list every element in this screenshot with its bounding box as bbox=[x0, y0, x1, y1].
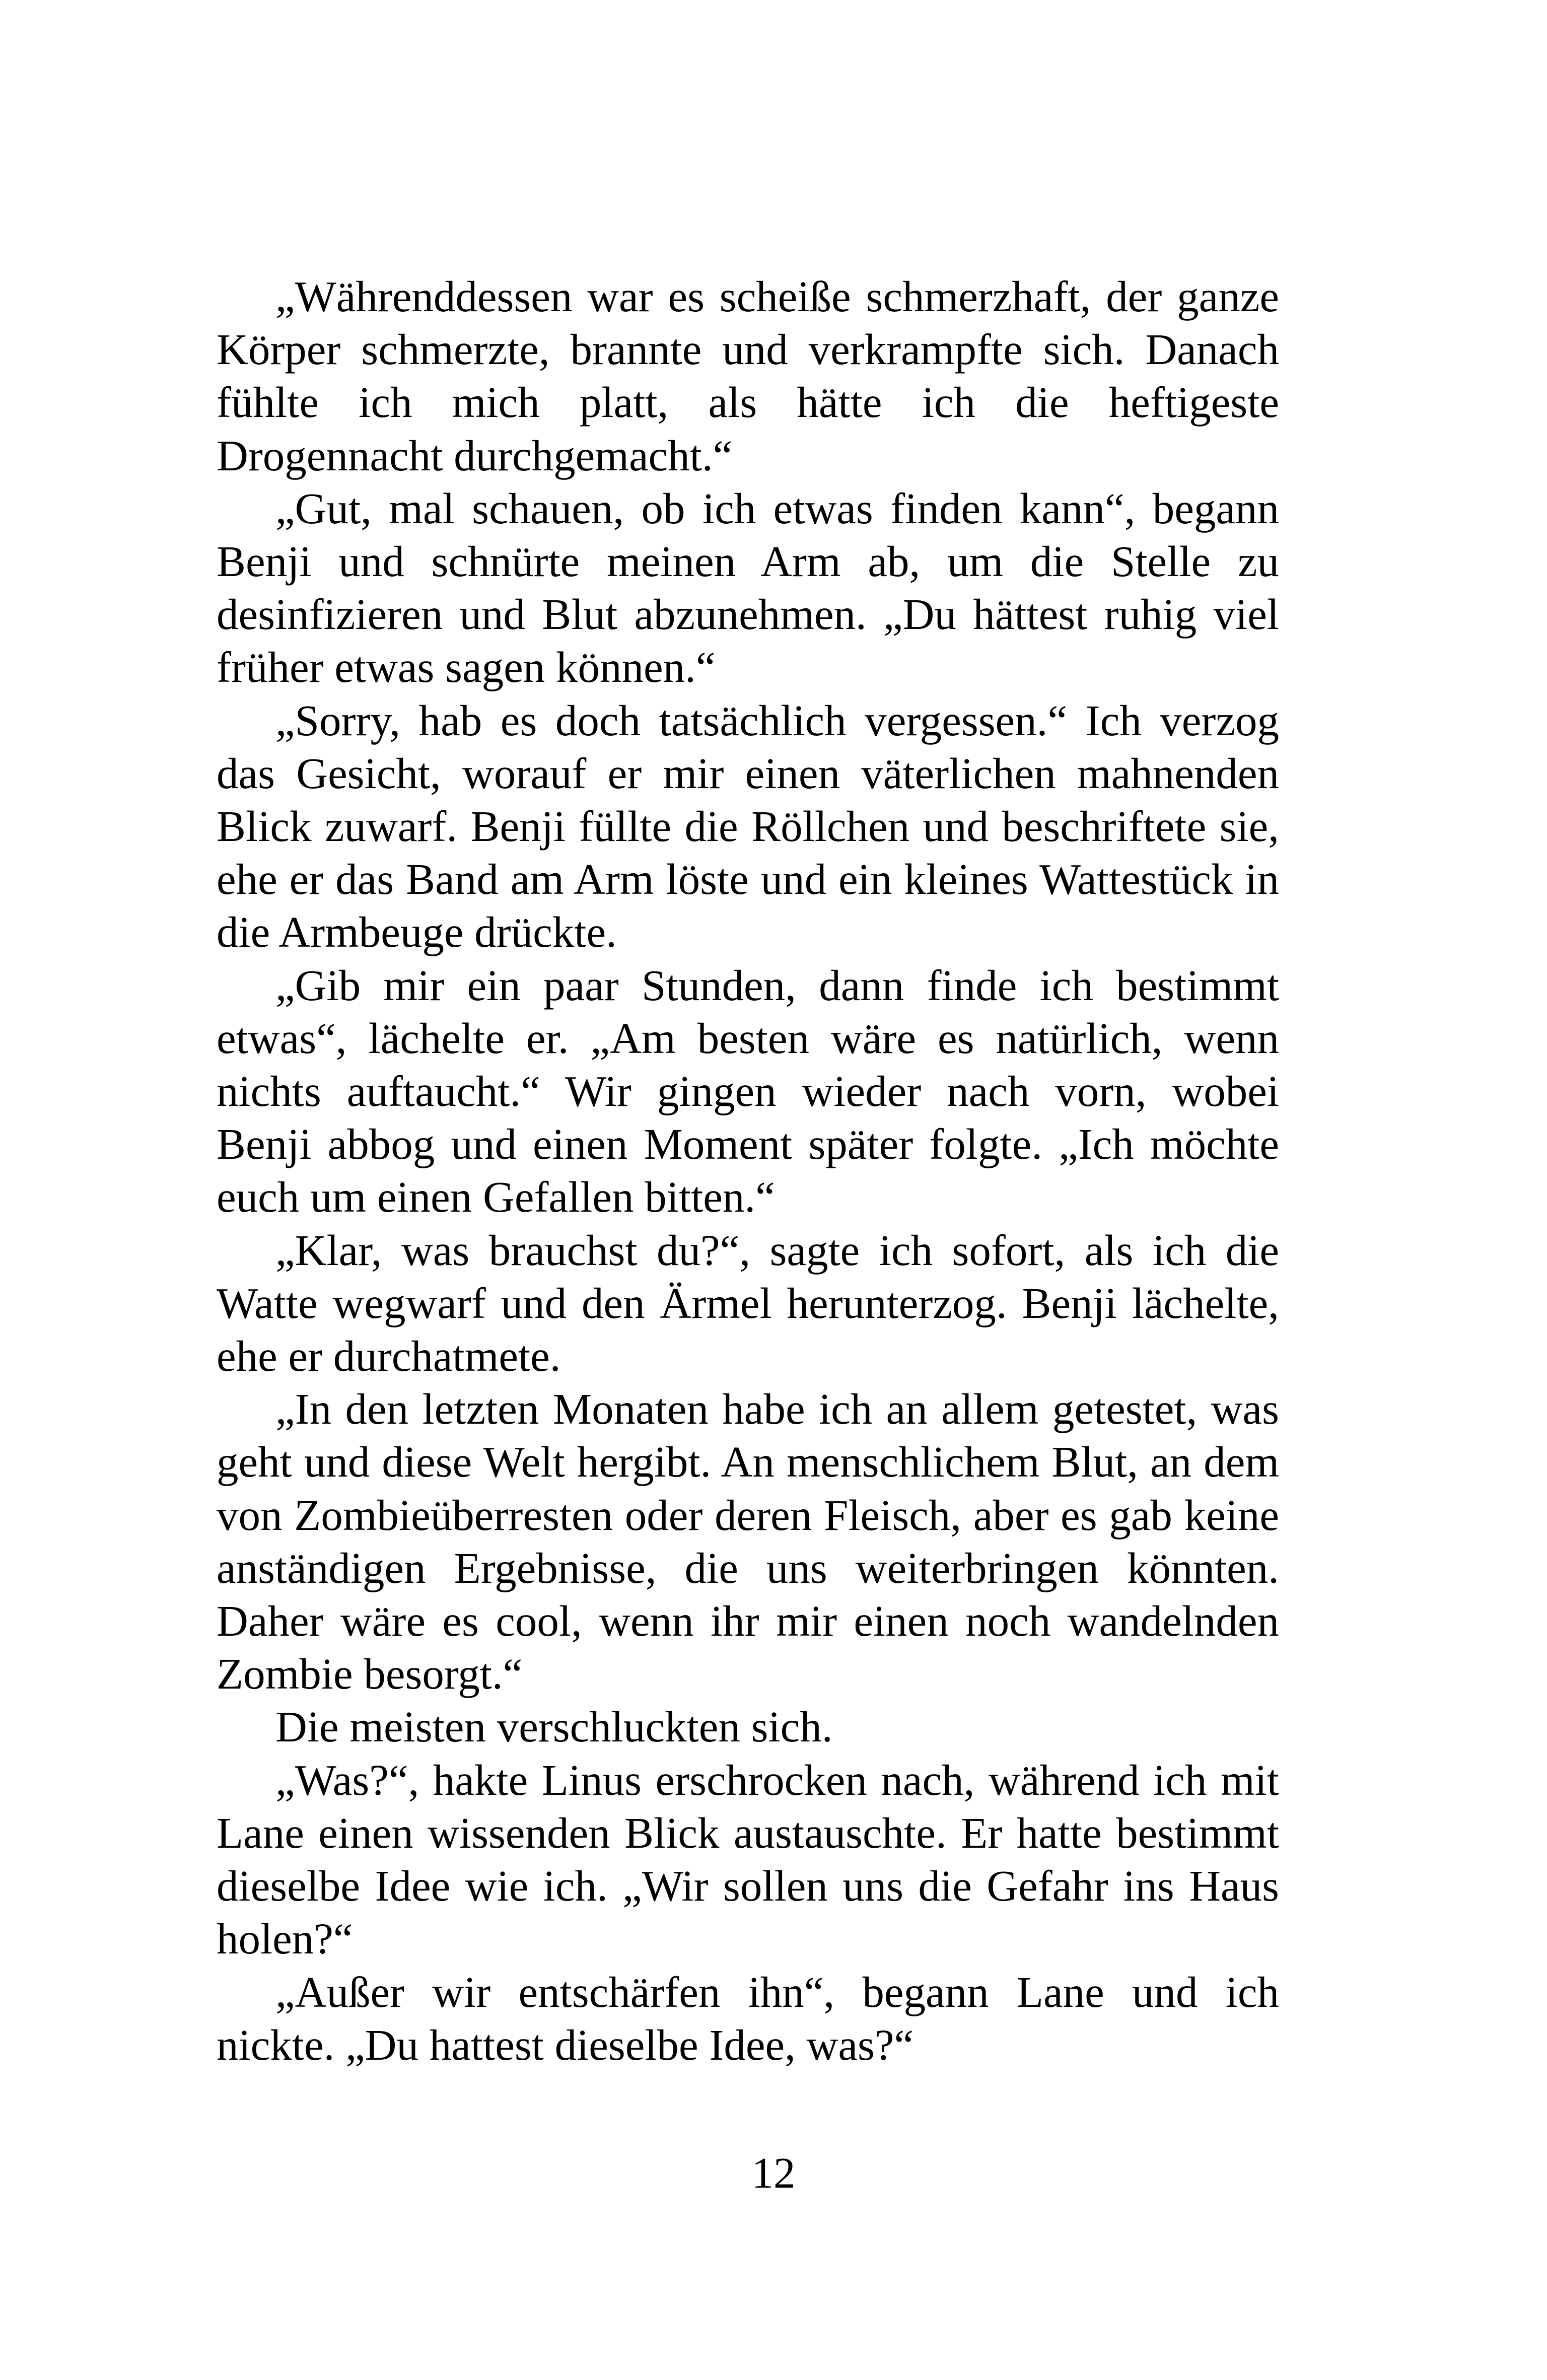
page-number: 12 bbox=[751, 2148, 796, 2197]
paragraph-4: „Gib mir ein paar Stunden, dann finde ich bestimmt etwas“, lächelte er. „Am besten wäre es natürlich, wenn nichts auftaucht.“ Wir gingen wieder nach vorn, wobei Benji abbog und einen Moment später folgte. „Ich möchte euch um einen Gefallen bitten.“ bbox=[217, 960, 1279, 1222]
paragraph-7: Die meisten verschluckten sich. bbox=[275, 1702, 833, 1752]
body-text bbox=[217, 270, 1279, 2071]
paragraph-5: „Klar, was brauchst du?“, sagte ich sofort, als ich die Watte wegwarf und den Ärmel herunterzog. Benji lächelte, ehe er durchatmete. bbox=[217, 1225, 1279, 1381]
paragraph-3: „Sorry, hab es doch tatsächlich vergessen.“ Ich verzog das Gesicht, worauf er mir einen väterlichen mahnenden Blick zuwarf. Benji füllte die Röllchen und beschriftete sie, ehe er das Band am Arm löste und ein kleines Wattestück in die Armbeuge drückte. bbox=[217, 695, 1279, 957]
paragraph-1: „Währenddessen war es scheiße schmerzhaft, der ganze Körper schmerzte, brannte und verkrampfte sich. Danach fühlte ich mich platt, als hätte ich die heftigeste Drogennacht durchgemacht.“ bbox=[217, 272, 1279, 480]
paragraph-2: „Gut, mal schauen, ob ich etwas finden kann“, begann Benji und schnürte meinen Arm ab, um die Stelle zu desinfizieren und Blut abzunehmen. „Du hättest ruhig viel früher etwas sagen können.“ bbox=[217, 483, 1279, 692]
paragraph-8: „Was?“, hakte Linus erschrocken nach, während ich mit Lane einen wissenden Blick austauschte. Er hatte bestimmt dieselbe Idee wie ich. „Wir sollen uns die Gefahr ins Haus holen?“ bbox=[217, 1755, 1279, 1964]
paragraph-6: „In den letzten Monaten habe ich an allem getestet, was geht und diese Welt hergibt. An menschlichem Blut, an dem von Zombieüberresten oder deren Fleisch, aber es gab keine anständigen Ergebnisse, die uns weiterbringen könnten. Daher wäre es cool, wenn ihr mir einen noch wandelnden Zombie besorgt.“ bbox=[217, 1384, 1279, 1699]
paragraph-9: „Außer wir entschärfen ihn“, begann Lane und ich nickte. „Du hattest dieselbe Idee, was?“ bbox=[217, 1967, 1279, 2069]
